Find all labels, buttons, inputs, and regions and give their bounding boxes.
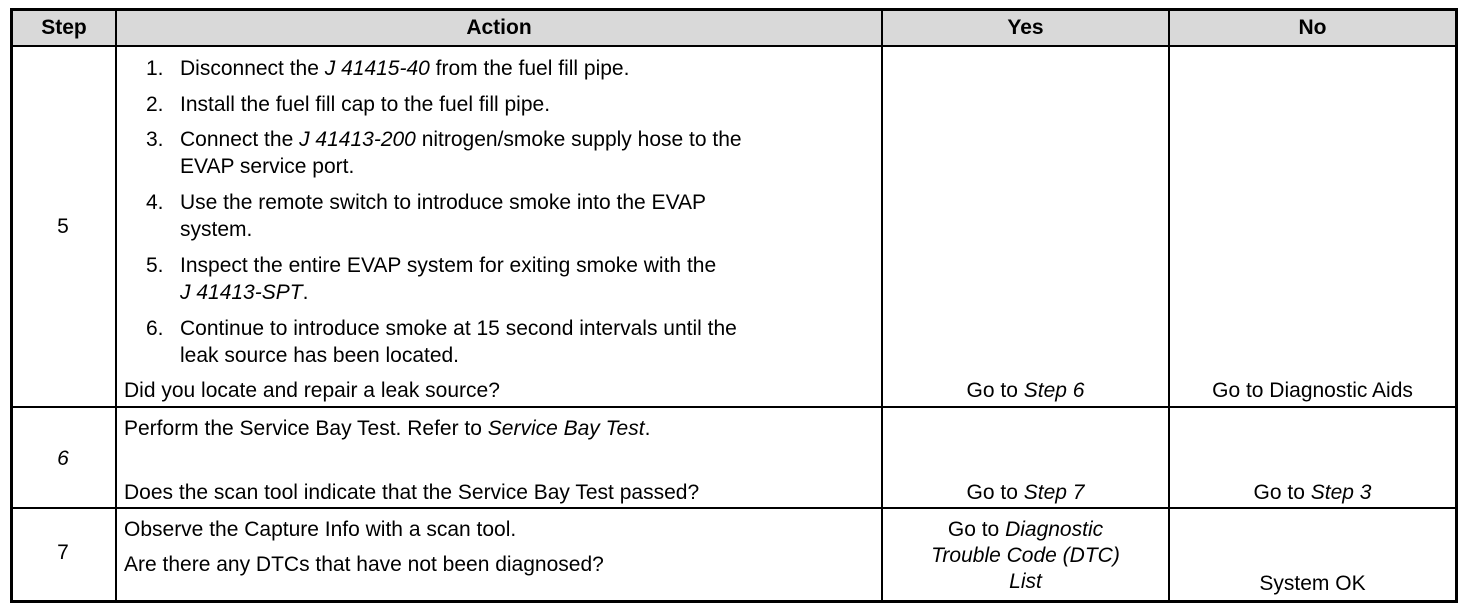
list-item: 6. Continue to introduce smoke at 15 second intervals until the: [146, 317, 737, 340]
header-no: No: [1170, 11, 1455, 45]
col-divider: [1168, 11, 1170, 600]
question: Does the scan tool indicate that the Service Bay Test passed?: [124, 481, 700, 504]
no-action: System OK: [1259, 572, 1366, 595]
list-item: 1. Disconnect the J 41415-40 from the fuel fill pipe.: [146, 57, 630, 80]
row-divider: [13, 507, 1455, 509]
list-item: 4. Use the remote switch to introduce smoke into the EVAP: [146, 191, 707, 214]
yes-action-continuation: List: [1009, 570, 1042, 593]
list-item: 5. Inspect the entire EVAP system for exiting smoke with the: [146, 254, 717, 277]
row-divider: [13, 406, 1455, 408]
header-yes: Yes: [883, 11, 1168, 45]
diagnostic-table: [10, 8, 1458, 603]
step-number: 5: [57, 215, 69, 238]
question: Did you locate and repair a leak source?: [124, 379, 500, 402]
list-item-continuation: J 41413-SPT.: [180, 281, 309, 304]
action-text: Perform the Service Bay Test. Refer to Service Bay Test.: [124, 417, 651, 440]
step-number: 7: [57, 541, 69, 564]
header-action: Action: [117, 11, 881, 45]
step-number: 6: [57, 447, 69, 470]
list-item-continuation: leak source has been located.: [180, 344, 460, 367]
no-action: Go to Diagnostic Aids: [1212, 379, 1413, 402]
list-item-continuation: EVAP service port.: [180, 155, 355, 178]
header-step: Step: [13, 11, 115, 45]
list-item: 3. Connect the J 41413-200 nitrogen/smoke supply hose to the: [146, 128, 742, 151]
question: Are there any DTCs that have not been diagnosed?: [124, 553, 604, 576]
col-divider: [115, 11, 117, 600]
action-text: Observe the Capture Info with a scan tool.: [124, 518, 517, 541]
list-item-continuation: system.: [180, 218, 253, 241]
no-action: Go to Step 3: [1253, 481, 1372, 504]
yes-action: Go to Step 7: [966, 481, 1085, 504]
yes-action: Go to Step 6: [966, 379, 1085, 402]
yes-action: Go to Diagnostic: [947, 518, 1104, 541]
step-link: Step 6: [1023, 379, 1085, 402]
list-item: 2. Install the fuel fill cap to the fuel fill pipe.: [146, 93, 551, 116]
row-divider: [13, 45, 1455, 47]
col-divider: [881, 11, 883, 600]
yes-action-continuation: Trouble Code (DTC): [931, 544, 1120, 567]
